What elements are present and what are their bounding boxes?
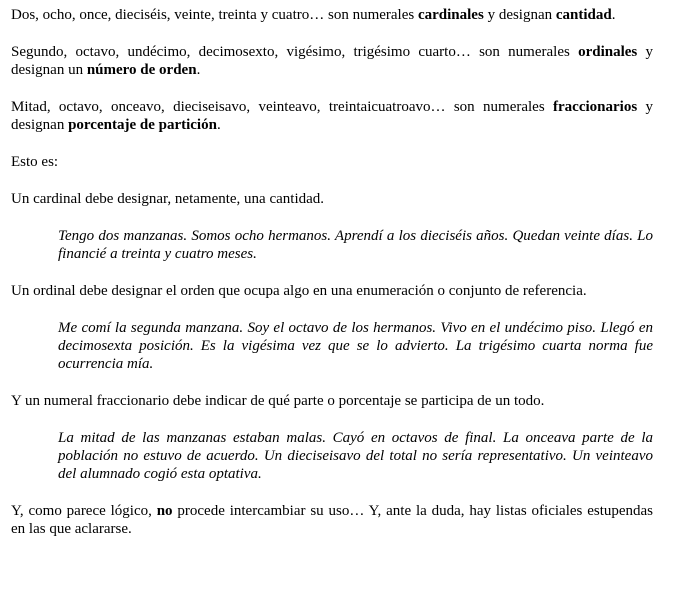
example-fraccionario: La mitad de las manzanas estaban malas. Cayó en octavos de final. La onceava parte de la población no estuvo de acuerdo. Un dieciseisavo del total no sería representativo. Un veinteavo del alumnado cogió esta optativa. bbox=[58, 430, 653, 482]
paragraph-ordinales bbox=[11, 43, 653, 79]
paragraph-fraccionarios bbox=[11, 98, 653, 134]
example-cardinal: Tengo dos manzanas. Somos ocho hermanos. Aprendí a los dieciséis años. Quedan veinte días. Lo financié a treinta y cuatro meses. bbox=[58, 228, 653, 262]
text-run: . bbox=[216, 117, 221, 133]
text-run: Dos, ocho, once, dieciséis, veinte, treinta y cuatro… son numerales bbox=[11, 7, 418, 23]
text-run: Segundo, octavo, undécimo, decimosexto, vigésimo, trigésimo cuarto… son numerales bbox=[11, 44, 579, 60]
bold-term-ordinales: ordinales bbox=[578, 44, 638, 60]
text-run: Y, como parece lógico, bbox=[11, 503, 157, 519]
paragraph-fraccionario-definition: Y un numeral fraccionario debe indicar de qué parte o porcentaje se participa de un todo. bbox=[11, 393, 545, 409]
bold-term-no: no bbox=[156, 503, 173, 519]
paragraph-esto-es: Esto es: bbox=[11, 154, 59, 170]
text-run: y designan bbox=[11, 99, 654, 133]
text-run: . bbox=[196, 62, 201, 78]
bold-term-porcentaje-de-particion: porcentaje de partición bbox=[68, 117, 217, 133]
bold-term-cardinales: cardinales bbox=[417, 7, 484, 23]
text-run: Mitad, octavo, onceavo, dieciseisavo, veinteavo, treintaicuatroavo… son numerales bbox=[11, 99, 554, 115]
text-run: y designan un bbox=[11, 44, 653, 78]
text-run: y designan bbox=[483, 7, 556, 23]
example-ordinal: Me comí la segunda manzana. Soy el octavo de los hermanos. Vivo en el undécimo piso. Llegó en decimosexta posición. Es la vigésima vez que se lo advierto. La trigésimo cuarta norma fue ocurrencia mía. bbox=[58, 320, 653, 372]
bold-term-numero-de-orden: número de orden bbox=[86, 62, 197, 78]
bold-term-cantidad: cantidad bbox=[555, 7, 612, 23]
paragraph-cardinal-definition: Un cardinal debe designar, netamente, una cantidad. bbox=[11, 191, 325, 207]
text-run: procede intercambiar su uso… Y, ante la duda, hay listas oficiales estupendas en las que aclararse. bbox=[11, 503, 654, 537]
text-run: . bbox=[611, 7, 616, 23]
paragraph-ordinal-definition: Un ordinal debe designar el orden que ocupa algo en una enumeración o conjunto de referencia. bbox=[11, 283, 587, 299]
paragraph-conclusion bbox=[11, 502, 653, 538]
bold-term-fraccionarios: fraccionarios bbox=[553, 99, 638, 115]
paragraph-cardinales bbox=[11, 6, 653, 24]
